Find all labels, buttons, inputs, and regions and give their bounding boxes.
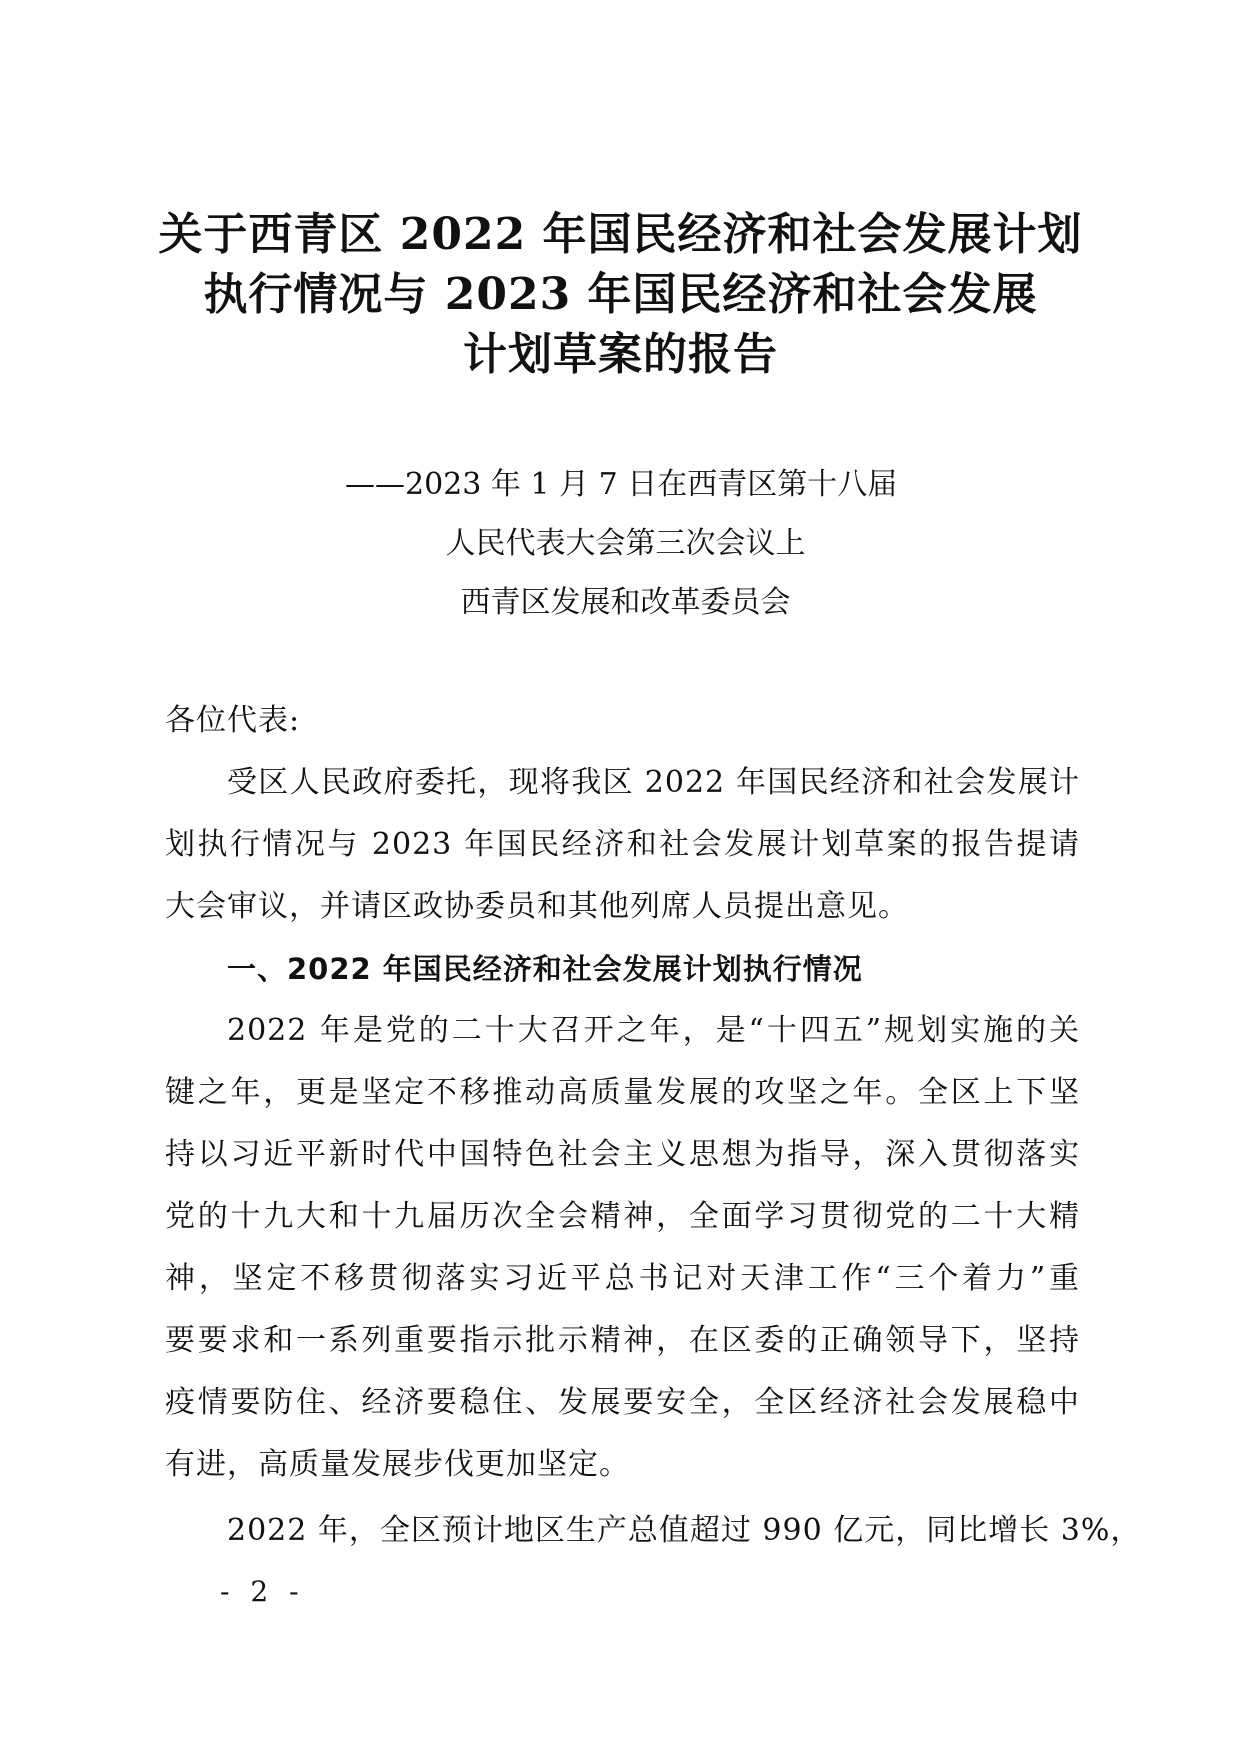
- intro-line: 受区人民政府委托，现将我区 2022 年国民经济和社会发展计: [227, 765, 1080, 800]
- title-line-1: 关于西青区 2022 年国民经济和社会发展计划: [158, 209, 1083, 260]
- paragraph-line: 疫情要防住、经济要稳住、发展要安全，全区经济社会发展稳中: [165, 1385, 1080, 1420]
- paragraph-line: 持以习近平新时代中国特色社会主义思想为指导，深入贯彻落实: [165, 1137, 1080, 1172]
- title-line-3: 计划草案的报告: [463, 329, 778, 380]
- paragraph-line: 神，坚定不移贯彻落实习近平总书记对天津工作“三个着力”重: [165, 1261, 1080, 1296]
- report-body: [165, 690, 1142, 1562]
- paragraph-line: 要要求和一系列重要指示批示精神，在区委的正确领导下，坚持: [165, 1323, 1080, 1358]
- paragraph-line: 2022 年是党的二十大召开之年，是“十四五”规划实施的关: [227, 1013, 1080, 1048]
- intro-line: 划执行情况与 2023 年国民经济和社会发展计划草案的报告提请: [165, 827, 1080, 862]
- section-heading: 一、2022 年国民经济和社会发展计划执行情况: [227, 952, 863, 986]
- paragraph-line: 党的十九大和十九届历次全会精神，全面学习贯彻党的二十大精: [165, 1199, 1080, 1234]
- title-line-2: 执行情况与 2023 年国民经济和社会发展: [203, 269, 1038, 320]
- paragraph-line: 有进，高质量发展步伐更加坚定。: [165, 1447, 630, 1482]
- page-number: - 2 -: [220, 1575, 305, 1608]
- paragraph-line: 键之年，更是坚定不移推动高质量发展的攻坚之年。全区上下坚: [165, 1075, 1080, 1110]
- intro-line: 大会审议，并请区政协委员和其他列席人员提出意见。: [165, 889, 909, 924]
- subtitle-line-3: 西青区发展和改革委员会: [460, 585, 791, 620]
- report-subtitle: [0, 455, 1241, 632]
- paragraph-line: 2022 年，全区预计地区生产总值超过 990 亿元，同比增长 3%，: [227, 1513, 1142, 1548]
- report-title: [120, 205, 1121, 385]
- subtitle-line-2: 人民代表大会第三次会议上: [445, 526, 806, 561]
- subtitle-line-1: ——2023 年 1 月 7 日在西青区第十八届: [345, 467, 898, 502]
- salutation: 各位代表:: [165, 703, 301, 738]
